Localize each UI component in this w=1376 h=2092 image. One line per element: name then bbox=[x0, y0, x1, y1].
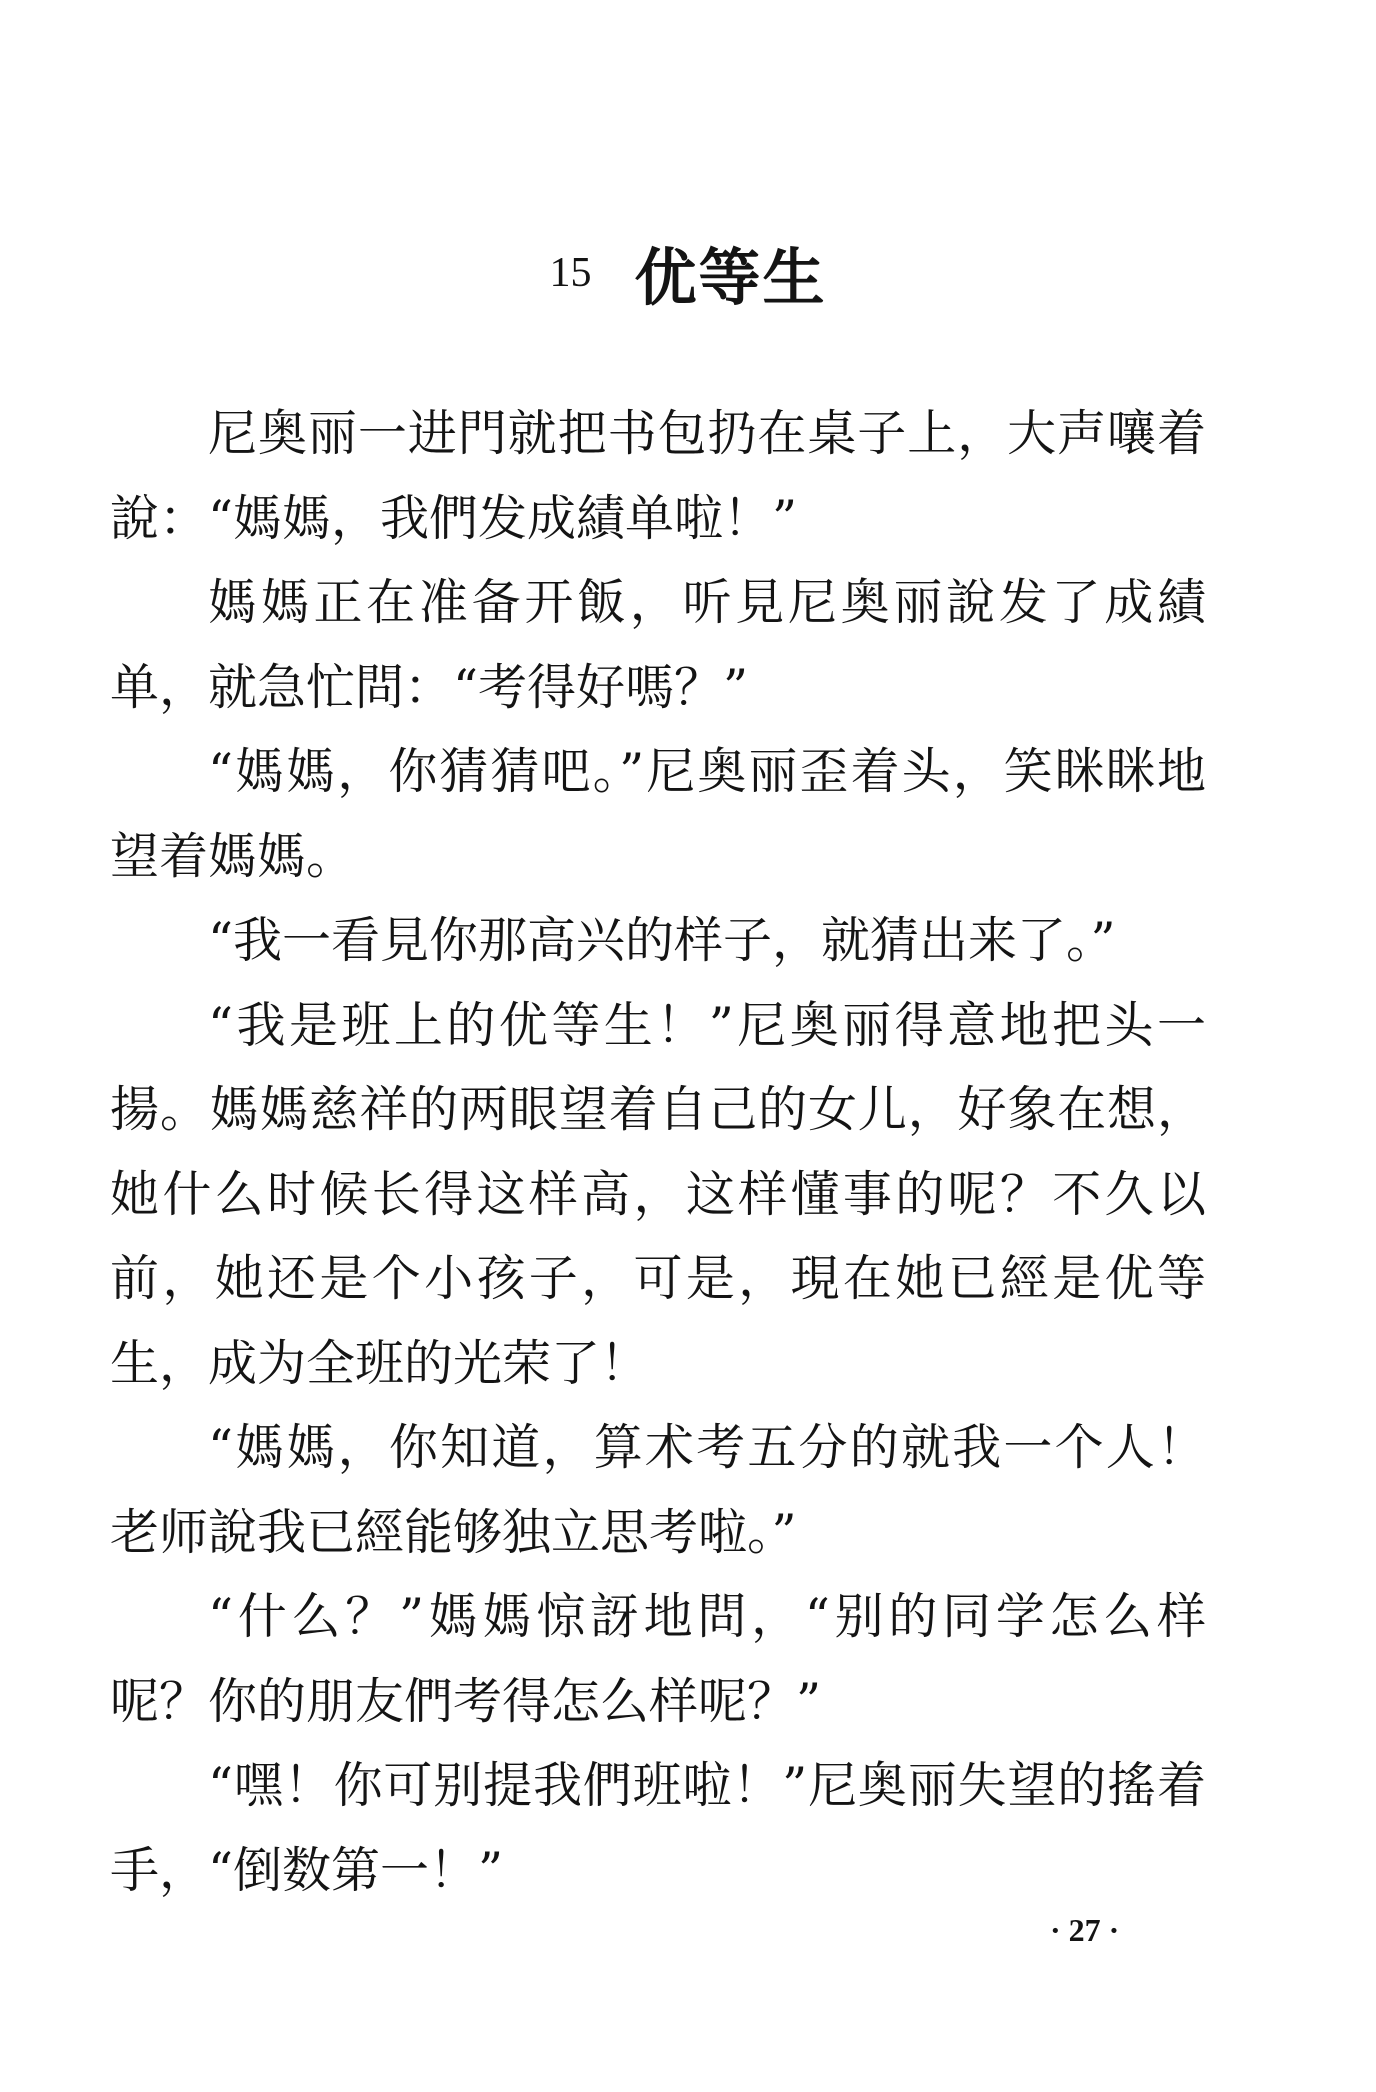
chapter-heading bbox=[0, 228, 1376, 317]
chapter-number: 15 bbox=[549, 249, 592, 296]
body-text bbox=[110, 392, 1206, 1913]
paragraph-6: “媽媽，你知道，算术考五分的就我一个人！老师說我已經能够独立思考啦。” bbox=[110, 1419, 1206, 1561]
paragraph-5: “我是班上的优等生！”尼奥丽得意地把头一揚。媽媽慈祥的两眼望着自己的女儿，好象在想，她什么时候长得这样高，这样懂事的呢？不久以前，她还是个小孩子，可是，現在她已經是优等生，成为全班的光荣了！ bbox=[110, 996, 1206, 1392]
paragraph-8: “嘿！你可别提我們班啦！”尼奥丽失望的搖着手，“倒数第一！” bbox=[110, 1757, 1206, 1899]
page-number: · 27 · bbox=[1050, 1912, 1120, 1948]
paragraph-1: 尼奥丽一进門就把书包扔在桌子上，大声嚷着說：“媽媽，我們发成績单啦！” bbox=[110, 405, 1206, 547]
paragraph-2: 媽媽正在准备开飯，听見尼奥丽說发了成績单，就急忙問：“考得好嗎？” bbox=[110, 574, 1206, 716]
paragraph-4: “我一看見你那高兴的样子，就猜出来了。” bbox=[208, 912, 1116, 969]
paragraph-7: “什么？”媽媽惊訝地問，“别的同学怎么样呢？你的朋友們考得怎么样呢？” bbox=[110, 1588, 1206, 1730]
paragraph-3: “媽媽，你猜猜吧。”尼奥丽歪着头，笑眯眯地望着媽媽。 bbox=[110, 743, 1206, 885]
chapter-title: 优等生 bbox=[634, 241, 827, 314]
